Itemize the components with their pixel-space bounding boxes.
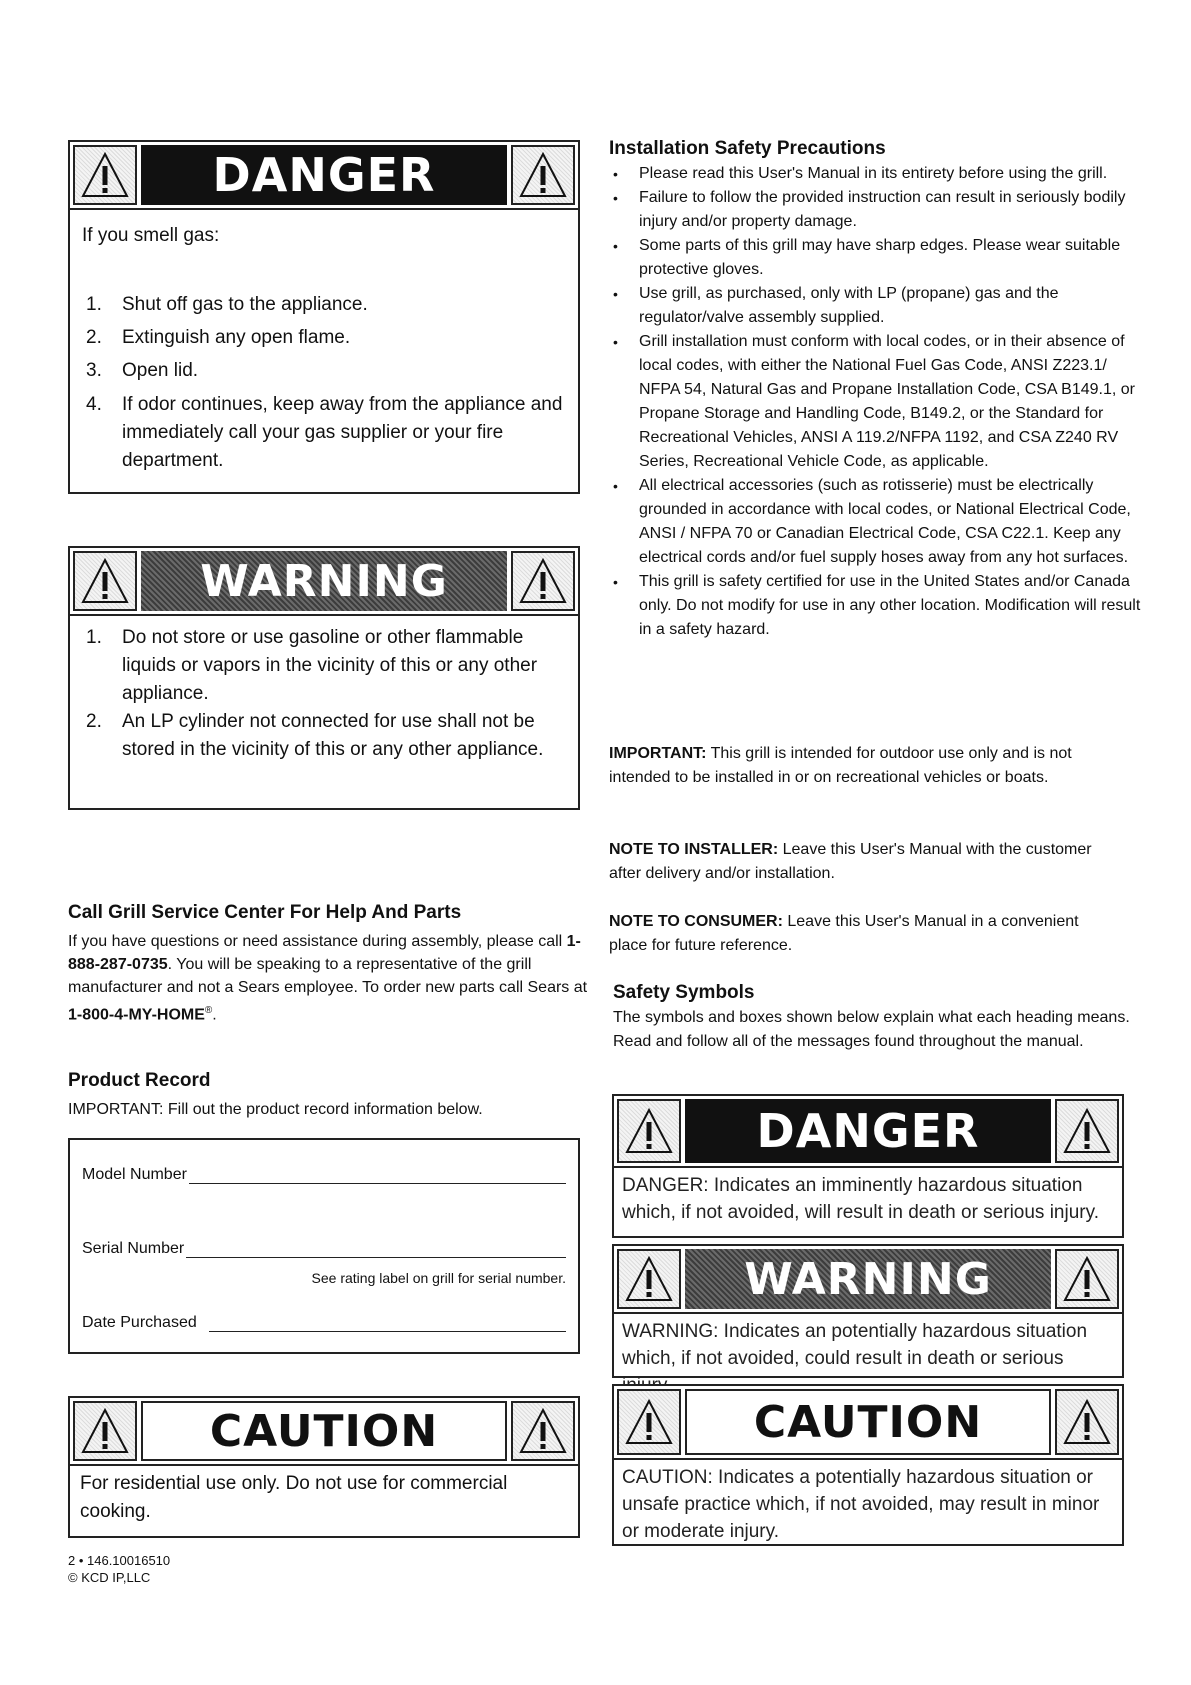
warning-triangle-icon bbox=[511, 1401, 575, 1461]
installation-section bbox=[609, 138, 1149, 642]
warning-label: WARNING bbox=[200, 555, 448, 607]
warning-triangle-icon bbox=[73, 551, 137, 611]
important-label: IMPORTANT: bbox=[609, 745, 707, 762]
caution-symbol-banner: CAUTION bbox=[685, 1389, 1051, 1455]
warning-triangle-icon bbox=[73, 145, 137, 205]
date-purchased-row[interactable] bbox=[82, 1314, 566, 1332]
installation-heading: Installation Safety Precautions bbox=[609, 138, 886, 159]
list-item: • Some parts of this grill may have sharp edges. Please wear suitable protective gloves. bbox=[609, 234, 1149, 282]
model-number-row[interactable] bbox=[82, 1166, 566, 1184]
danger-intro: If you smell gas: bbox=[82, 225, 220, 246]
warning-symbol-banner: WARNING bbox=[685, 1249, 1051, 1309]
model-number-field[interactable] bbox=[189, 1168, 566, 1184]
caution-sign bbox=[68, 1396, 580, 1538]
caution-label: CAUTION bbox=[209, 1405, 439, 1457]
danger-symbol-text: DANGER: Indicates an imminently hazardous situation which, if not avoided, will result in death or serious injury. bbox=[622, 1175, 1099, 1223]
caution-symbol-header bbox=[614, 1386, 1122, 1460]
list-item: • Failure to follow the provided instruction can result in seriously bodily injury and/or property damage. bbox=[609, 186, 1149, 234]
danger-symbol-box bbox=[612, 1094, 1124, 1238]
warning-triangle-icon bbox=[1055, 1099, 1119, 1163]
date-purchased-field[interactable] bbox=[209, 1316, 566, 1332]
warning-items bbox=[82, 624, 566, 764]
page-number: 2 • 146.10016510 bbox=[68, 1553, 171, 1568]
product-record-form bbox=[68, 1138, 580, 1354]
warning-symbol-box bbox=[612, 1244, 1124, 1378]
warning-triangle-icon bbox=[1055, 1389, 1119, 1455]
list-item: 3. Open lid. bbox=[86, 360, 199, 381]
copyright: © KCD IP,LLC bbox=[68, 1570, 151, 1585]
warning-sign bbox=[68, 546, 580, 810]
date-purchased-label: Date Purchased bbox=[82, 1314, 197, 1331]
safety-symbols-heading: Safety Symbols bbox=[613, 982, 755, 1003]
warning-banner bbox=[141, 551, 507, 611]
page-footer bbox=[68, 1552, 170, 1586]
caution-sign-header bbox=[70, 1398, 578, 1466]
warning-triangle-icon bbox=[73, 1401, 137, 1461]
list-item: • All electrical accessories (such as rotisserie) must be electrically grounded in accordance with local codes, or National Electrical Code, ANSI / NFPA 70 or Canadian Electrical Code, CSA C22.1. Keep any electrical cords and/or fuel supply hoses away from any hot surfaces. bbox=[609, 474, 1149, 570]
warning-triangle-icon bbox=[617, 1389, 681, 1455]
danger-sign bbox=[68, 140, 580, 494]
list-item: • Use grill, as purchased, only with LP (propane) gas and the regulator/valve assembly supplied. bbox=[609, 282, 1149, 330]
caution-symbol-box bbox=[612, 1384, 1124, 1546]
danger-sign-body bbox=[70, 210, 578, 485]
danger-banner bbox=[141, 145, 507, 205]
list-item: • This grill is safety certified for use in the United States and/or Canada only. Do not modify for use in any other location. Modification will result in a safety hazard. bbox=[609, 570, 1149, 642]
warning-triangle-icon bbox=[511, 551, 575, 611]
installation-bullets bbox=[609, 162, 1149, 642]
product-record-section bbox=[68, 1070, 588, 1121]
model-number-label: Model Number bbox=[82, 1166, 187, 1183]
warning-triangle-icon bbox=[617, 1099, 681, 1163]
list-item: 1. Do not store or use gasoline or other flammable liquids or vapors in the vicinity of this or any other appliance. bbox=[86, 627, 538, 704]
important-note: IMPORTANT: This grill is intended for outdoor use only and is not intended to be installed in or on recreational vehicles or boats. bbox=[609, 745, 1072, 786]
danger-sign-header bbox=[70, 142, 578, 210]
serial-number-row[interactable] bbox=[82, 1240, 566, 1258]
sears-phone: 1-800-4-MY-HOME bbox=[68, 1006, 205, 1024]
consumer-label: NOTE TO CONSUMER: bbox=[609, 913, 783, 930]
installer-label: NOTE TO INSTALLER: bbox=[609, 841, 779, 858]
service-center-text: If you have questions or need assistance during assembly, please call 1-888-287-0735. You will be speaking to a representative of the grill manufacturer and not a Sears employee. To order new parts call Sears at 1-800-4-MY-HOME®. bbox=[68, 933, 588, 1024]
caution-sign-body: For residential use only. Do not use for commercial cooking. bbox=[80, 1473, 508, 1522]
service-center-section bbox=[68, 902, 588, 1026]
safety-symbols-text: The symbols and boxes shown below explain what each heading means. Read and follow all of the messages found throughout the manual. bbox=[613, 1009, 1130, 1050]
warning-sign-body bbox=[70, 616, 578, 774]
warning-symbol-text: WARNING: Indicates an potentially hazardous situation which, if not avoided, could result in death or serious bbox=[622, 1321, 1088, 1369]
product-record-instruction: IMPORTANT: Fill out the product record information below. bbox=[68, 1101, 483, 1118]
installer-note: NOTE TO INSTALLER: Leave this User's Manual with the customer after delivery and/or installation. bbox=[609, 841, 1092, 882]
danger-symbol-banner: DANGER bbox=[685, 1099, 1051, 1163]
list-item: 2. An LP cylinder not connected for use shall not be stored in the vicinity of this or any other appliance. bbox=[86, 711, 544, 760]
serial-number-note: See rating label on grill for serial number. bbox=[311, 1270, 566, 1286]
warning-triangle-icon bbox=[1055, 1249, 1119, 1309]
service-center-heading: Call Grill Service Center For Help And Parts bbox=[68, 902, 462, 923]
warning-triangle-icon bbox=[617, 1249, 681, 1309]
warning-sign-header bbox=[70, 548, 578, 616]
danger-label: DANGER bbox=[212, 148, 436, 202]
warning-symbol-header bbox=[614, 1246, 1122, 1314]
safety-symbols-section bbox=[613, 982, 1168, 1054]
caution-banner bbox=[141, 1401, 507, 1461]
product-record-heading: Product Record bbox=[68, 1070, 211, 1091]
list-item: • Please read this User's Manual in its entirety before using the grill. bbox=[609, 162, 1149, 186]
list-item: 1. Shut off gas to the appliance. bbox=[86, 294, 368, 315]
warning-triangle-icon bbox=[511, 145, 575, 205]
list-item: 4. If odor continues, keep away from the appliance and immediately call your gas supplier or your fire department. bbox=[86, 394, 563, 471]
consumer-note: NOTE TO CONSUMER: Leave this User's Manual in a convenient place for future reference. bbox=[609, 913, 1079, 954]
danger-steps bbox=[82, 288, 566, 475]
service-phone: 1-888-287-0735 bbox=[68, 933, 581, 973]
danger-symbol-header bbox=[614, 1096, 1122, 1168]
serial-number-field[interactable] bbox=[186, 1242, 566, 1258]
list-item: 2. Extinguish any open flame. bbox=[86, 327, 351, 348]
list-item: • Grill installation must conform with local codes, or in their absence of local codes, with either the National Fuel Gas Code, ANSI Z223.1/ NFPA 54, Natural Gas and Propane Installation Code, CSA B149.1, or Propane Storage and Handling Code, B149.2, or the Standard for Recreational Vehicles, ANSI A 119.2/NFPA 1192, and CSA Z240 RV Series, Recreational Vehicle Code, as applicable. bbox=[609, 330, 1149, 474]
caution-symbol-text: CAUTION: Indicates a potentially hazardous situation or unsafe practice which, if not avoided, may result in minor or moderate injury. bbox=[622, 1467, 1100, 1542]
serial-number-label: Serial Number bbox=[82, 1240, 185, 1257]
